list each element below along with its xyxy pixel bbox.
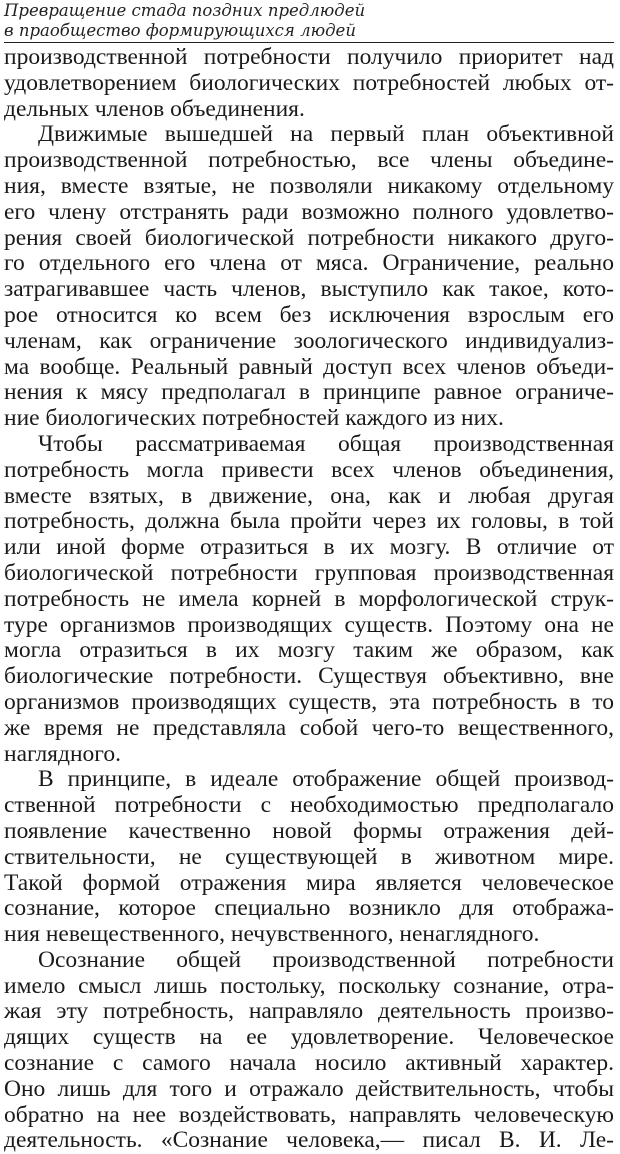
text-line: ния невещественного, нечувственного, ненаглядного. xyxy=(4,922,540,948)
text-line: сознание, которое специально возникло для отобража- xyxy=(4,896,614,922)
text-line: могла отразиться в их мозгу таким же образом, как xyxy=(4,638,614,664)
text-line: его члену отстранять ради возможно полного удовлетво- xyxy=(4,199,614,225)
text-line: ние биологических потребностей каждого из них. xyxy=(4,406,504,432)
text-line: рения своей биологической потребности никакого друго- xyxy=(4,225,614,251)
body-text xyxy=(4,45,614,1154)
text-line: биологической потребности групповая производственная xyxy=(4,560,614,586)
text-line: же время не представляла собой чего-то вещественного, xyxy=(4,715,614,741)
text-line: производственной потребностью, все члены объедине- xyxy=(4,148,614,174)
running-head xyxy=(4,0,614,41)
running-head-line-1: Превращение стада поздних предлюдей xyxy=(4,1,366,20)
text-line: деятельность. «Сознание человека,— писал В. И. Ле- xyxy=(4,1128,614,1154)
text-line: имело смысл лишь постольку, поскольку сознание, отра- xyxy=(4,973,614,999)
text-line: удовлетворением биологических потребностей любых от- xyxy=(4,70,614,96)
header-rule xyxy=(4,42,614,43)
text-line: биологические потребности. Существуя объективно, вне xyxy=(4,664,614,690)
paragraph xyxy=(4,767,614,948)
text-line: или иной форме отразиться в их мозгу. В отличие от xyxy=(4,535,614,561)
paragraph xyxy=(4,45,614,122)
text-line: дельных членов объединения. xyxy=(4,96,305,122)
text-line: организмов производящих существ, эта потребность в то xyxy=(4,689,614,715)
text-line: ствительности, не существующей в животном мире. xyxy=(4,844,614,870)
text-line: ния, вместе взятые, не позволяли никакому отдельному xyxy=(4,173,614,199)
running-head-line-2: в праобщество формирующихся людей xyxy=(4,21,356,40)
text-line: Такой формой отражения мира является человеческое xyxy=(4,870,614,896)
text-line: дящих существ на ее удовлетворение. Человеческое xyxy=(4,1025,614,1051)
text-line: потребность, должна была пройти через их головы, в той xyxy=(4,509,614,535)
text-line: потребность не имела корней в морфологической струк- xyxy=(4,586,614,612)
text-line: ма вообще. Реальный равный доступ всех членов объеди- xyxy=(4,354,614,380)
text-line: вместе взятых, в движение, она, как и любая другая xyxy=(4,483,614,509)
text-line: го отдельного его члена от мяса. Ограничение, реально xyxy=(4,251,614,277)
text-line: членам, как ограничение зоологического индивидуализ- xyxy=(4,328,614,354)
text-line: сознание с самого начала носило активный характер. xyxy=(4,1051,614,1077)
text-line: В принципе, в идеале отображение общей производ- xyxy=(38,767,614,793)
paragraph xyxy=(4,122,614,432)
text-line: жая эту потребность, направляло деятельность произво- xyxy=(4,999,614,1025)
paragraph xyxy=(4,948,614,1154)
text-line: рое относится ко всем без исключения взрослым его xyxy=(4,302,614,328)
text-line: Движимые вышедшей на первый план объективной xyxy=(38,122,614,148)
text-line: ственной потребности с необходимостью предполагало xyxy=(4,793,614,819)
text-line: туре организмов производящих существ. Поэтому она не xyxy=(4,612,614,638)
text-line: Оно лишь для того и отражало действительность, чтобы xyxy=(4,1076,614,1102)
text-line: обратно на нее воздействовать, направлять человеческую xyxy=(4,1102,614,1128)
paragraph xyxy=(4,432,614,767)
text-line: нения к мясу предполагал в принципе равное ограниче- xyxy=(4,380,614,406)
text-line: затрагивавшее часть членов, выступило как такое, кото- xyxy=(4,277,614,303)
text-line: Осознание общей производственной потребности xyxy=(38,947,614,973)
text-line: производственной потребности получило приоритет над xyxy=(4,45,614,70)
text-line: появление качественно новой формы отражения дей- xyxy=(4,818,614,844)
text-line: потребность могла привести всех членов объединения, xyxy=(4,457,614,483)
text-line: Чтобы рассматриваемая общая производственная xyxy=(38,431,614,457)
text-line: наглядного. xyxy=(4,741,121,767)
